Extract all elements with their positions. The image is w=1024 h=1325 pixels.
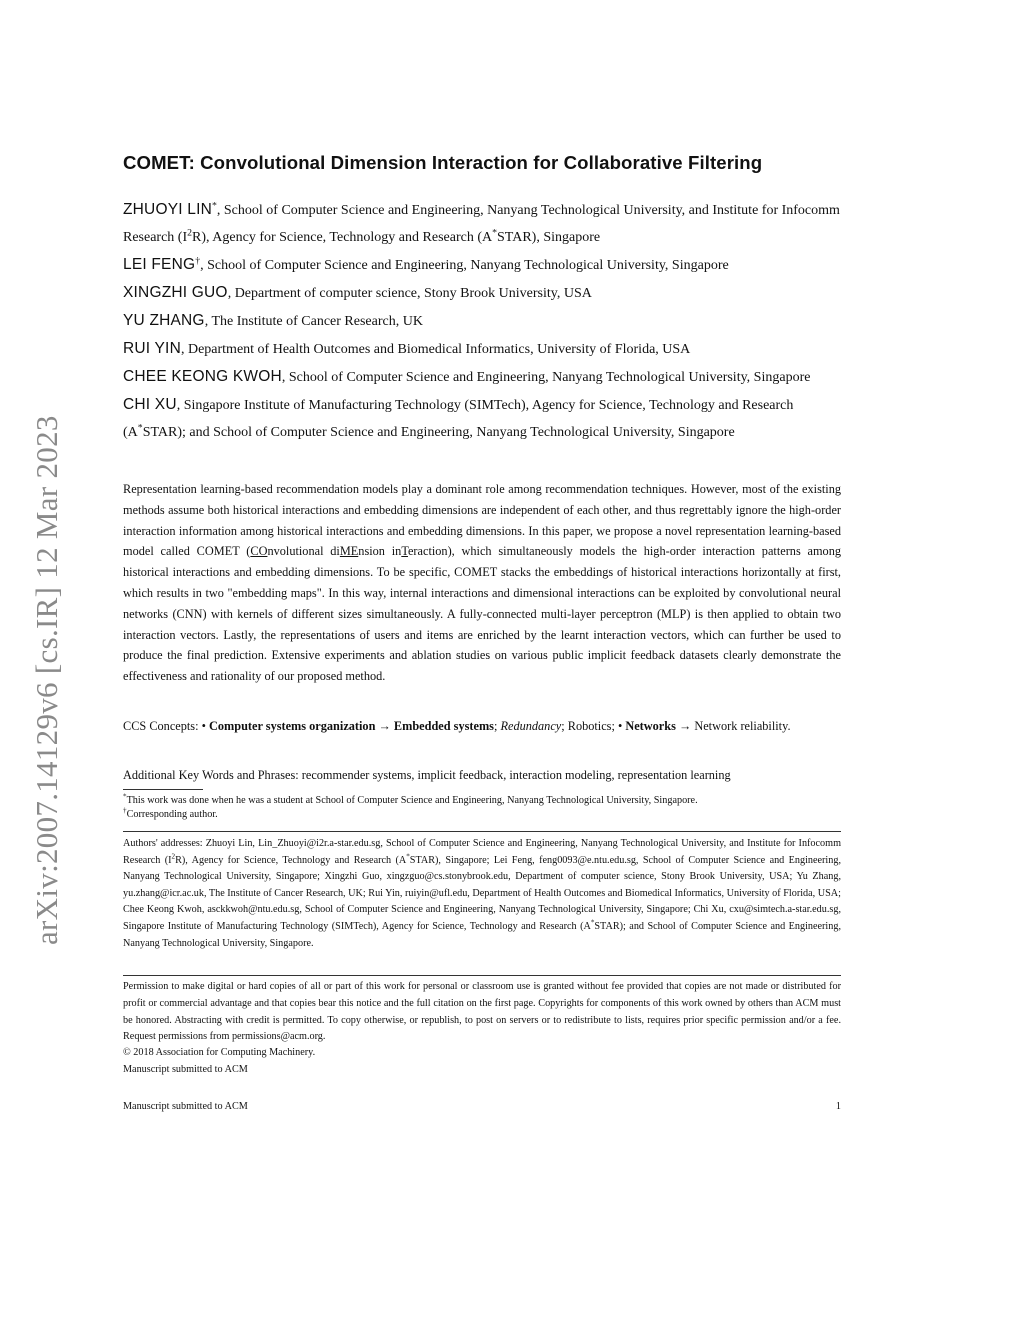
- running-footer: Manuscript submitted to ACM: [123, 1101, 248, 1112]
- author-entry: [123, 251, 841, 279]
- address-text: STAR); and School of Computer Science and Engineering, Nanyang Technological University, Singapore.: [123, 920, 841, 949]
- ccs-concept: Computer systems organization: [208, 719, 376, 733]
- author-affiliation: STAR); and School of Computer Science and Engineering, Nanyang Technological University, Singapore: [142, 425, 735, 440]
- superscript: 2: [171, 852, 176, 861]
- abstract-text: nvolutional di: [267, 544, 340, 559]
- abstract: [123, 479, 841, 687]
- author-affiliation: , Singapore Institute of Manufacturing Technology (SIMTech), Agency for Science, Technology and Research (A: [123, 398, 794, 440]
- ccs-separator: ;: [493, 719, 498, 733]
- superscript: *: [492, 227, 498, 239]
- footnote-text: Corresponding author.: [126, 809, 218, 820]
- author-affiliation: , Department of Health Outcomes and Biomedical Informatics, University of Florida, USA: [180, 342, 691, 357]
- footnote-mark: †: [195, 255, 201, 267]
- footnote: [123, 808, 841, 822]
- acronym-letters: CO: [250, 544, 268, 559]
- abstract-text: Representation learning-based recommendation models play a dominant role among recommendation techniques. However, most of the existing methods assume both historical interactions and embedding dimensions are independent of each other, and thus regrettably ignore the high-order interaction information among historical interactions and embedding dimensions. In this paper, we propose a novel representation learning-based model called COMET (: [123, 482, 841, 559]
- acronym-letters: ME: [339, 544, 359, 559]
- ccs-concept: Redundancy: [500, 719, 562, 733]
- acronym-letters: T: [401, 544, 408, 559]
- footnote-mark: *: [211, 200, 217, 212]
- copyright-line: © 2018 Association for Computing Machinery.: [123, 1047, 316, 1058]
- footnote-text: This work was done when he was a student at School of Computer Science and Engineering, Nanyang Technological University, Singapore.: [126, 795, 698, 806]
- author-affiliation: , Department of computer science, Stony Brook University, USA: [227, 286, 592, 301]
- author-entry: [123, 279, 841, 307]
- paper-title: COMET: Convolutional Dimension Interaction for Collaborative Filtering: [123, 152, 763, 173]
- address-text: Authors' addresses: Zhuoyi Lin, Lin_Zhuoyi@i2r.a-star.edu.sg, School of Computer Science and Engineering, Nanyang Technological University, and Institute for Infocomm Research (I: [123, 838, 841, 866]
- author-affiliation: , School of Computer Science and Engineering, Nanyang Technological University, Singapore: [200, 258, 729, 273]
- author-name: YU ZHANG: [123, 312, 205, 329]
- author-name: CHI XU: [123, 396, 177, 413]
- footnote-mark: †: [123, 806, 127, 815]
- author-affiliation: , The Institute of Cancer Research, UK: [204, 314, 423, 329]
- author-affiliation: , School of Computer Science and Engineering, Nanyang Technological University, and Institute for Infocomm Research (I: [123, 203, 840, 245]
- authors-addresses: [123, 836, 841, 952]
- ccs-arrow: →: [678, 719, 692, 733]
- author-name: CHEE KEONG KWOH: [123, 368, 282, 385]
- address-text: STAR), Singapore; Lei Feng, feng0093@e.ntu.edu.sg, School of Computer Science and Engineering, Nanyang Technological University, Singapore; Xingzhi Guo, xingzguo@cs.stonybrook.edu, Department of computer science, Stony Brook University, USA; Yu Zhang, yu.zhang@icr.ac.uk, The Institute of Cancer Research, UK; Rui Yin, ruiyin@ufl.edu, Department of Health Outcomes and Biomedical Informatics, University of Florida, USA; Chee Keong Kwoh, asckkwoh@ntu.edu.sg, School of Computer Science and Engineering, Nanyang Technological University, Singapore; Chi Xu, cxu@simtech.a-star.edu.sg, Singapore Institute of Manufacturing Technology (SIMTech), Agency for Science, Technology and Research (A: [123, 854, 841, 932]
- ccs-arrow: →: [378, 719, 391, 733]
- author-affiliation: R), Agency for Science, Technology and Research (A: [192, 230, 493, 245]
- author-name: XINGZHI GUO: [123, 284, 228, 301]
- footnote-mark: *: [123, 792, 127, 801]
- permission-notice: Permission to make digital or hard copies of all or part of this work for personal or classroom use is granted without fee provided that copies are not made or distributed for profit or commercial advantage and that copies bear this notice and the full citation on the first page. Copyrights for components of this work owned by others than ACM must be honored. Abstracting with credit is permitted. To copy otherwise, or republish, to post on servers or to redistribute to lists, requires prior specific permission and/or a fee. Request permissions from permissions@acm.org.: [123, 981, 841, 1043]
- address-text: R), Agency for Science, Technology and Research (A: [175, 854, 407, 866]
- ccs-separator: ; Robotics; •: [561, 719, 623, 733]
- author-affiliation: , School of Computer Science and Engineering, Nanyang Technological University, Singapore: [281, 370, 811, 385]
- section-rule: [123, 831, 841, 832]
- author-name: ZHUOYI LIN: [123, 201, 212, 218]
- author-entry: [123, 196, 841, 251]
- author-entry: [123, 307, 841, 335]
- ccs-concept: Networks: [625, 719, 676, 733]
- abstract-text: nsion in: [358, 544, 402, 559]
- author-list: [123, 196, 841, 446]
- author-name: LEI FENG: [123, 256, 196, 273]
- footnote-rule: [123, 789, 203, 790]
- abstract-text: eraction), which simultaneously models the high-order interaction patterns among historical interactions and embedding dimensions. To be specific, COMET stacks the embeddings of historical interactions horizontally at first, which results in two "embedding maps". In this way, internal interactions and dimensional interactions can be exploited by convolutional neural networks (CNN) with kernels of different sizes simultaneously. A fully-connected multi-layer perceptron (MLP) is then applied to obtain two interaction vectors. Lastly, the representations of users and items are enriched by the learnt interaction vectors, which can further be used to produce the final prediction. Extensive experiments and ablation studies on various public implicit feedback datasets clearly demonstrate the effectiveness and rationality of our proposed method.: [123, 544, 841, 684]
- ccs-concept: Embedded systems: [393, 719, 494, 733]
- manuscript-note: Manuscript submitted to ACM: [123, 1064, 248, 1075]
- superscript: *: [590, 918, 595, 927]
- keywords: Additional Key Words and Phrases: recommender systems, implicit feedback, interaction modeling, representation learning: [123, 768, 731, 782]
- ccs-concept: Network reliability.: [694, 719, 791, 733]
- author-affiliation: STAR), Singapore: [497, 230, 601, 245]
- page-number: 1: [835, 1101, 841, 1112]
- ccs-concepts: [123, 716, 841, 737]
- author-entry: [123, 391, 841, 446]
- superscript: 2: [187, 227, 193, 239]
- superscript: *: [137, 422, 143, 434]
- ccs-label: CCS Concepts: •: [123, 719, 206, 733]
- superscript: *: [406, 852, 410, 861]
- footnotes: [123, 794, 841, 822]
- author-entry: [123, 335, 841, 363]
- section-rule: [123, 975, 841, 976]
- footnote: [123, 794, 841, 808]
- author-entry: [123, 363, 841, 391]
- author-name: RUI YIN: [123, 340, 181, 357]
- arxiv-side-stamp: arXiv:2007.14129v6 [cs.IR] 12 Mar 2023: [29, 415, 64, 945]
